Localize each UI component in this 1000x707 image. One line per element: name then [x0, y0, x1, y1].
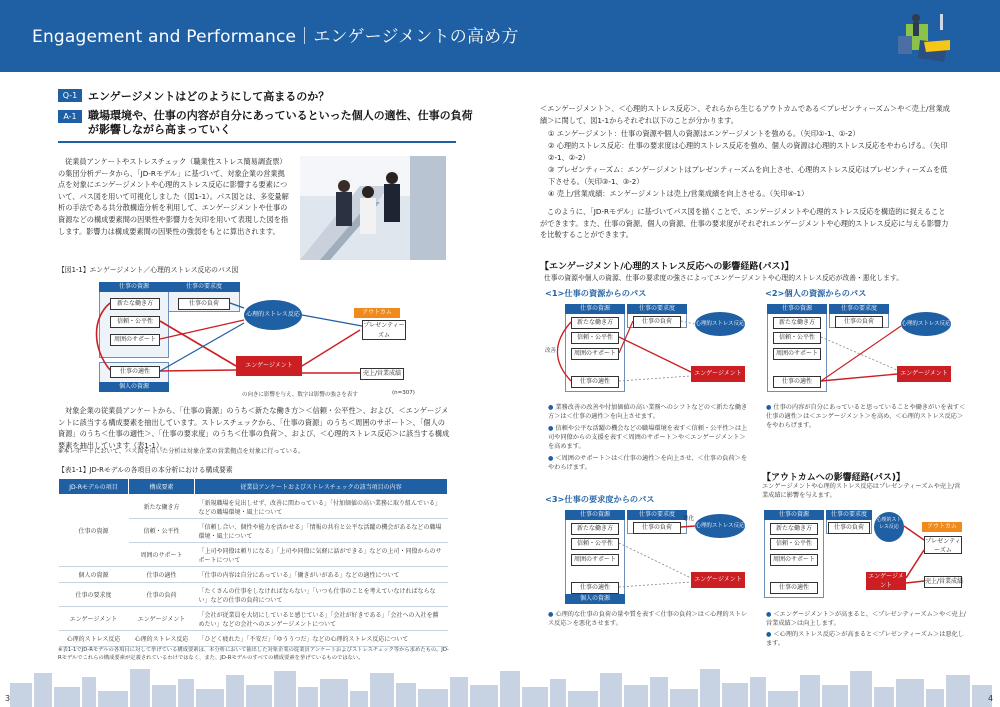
workload-node: 仕事の負荷	[633, 316, 681, 328]
a1-tag: A-1	[58, 110, 82, 123]
page-title: Engagement and Performance｜エンゲージメントの高め方	[32, 27, 519, 47]
outcome-bullet: ● ＜エンゲージメント＞が高まると、＜プレゼンティーズム＞や＜売上/営業成績＞は向上します。	[766, 610, 966, 628]
table-cell: 新たな働き方	[129, 495, 195, 519]
new-work-style-node: 新たな働き方	[770, 523, 818, 535]
path2-diagram	[765, 302, 970, 398]
table-row	[59, 567, 448, 583]
table-cell: 「仕事の内容は自分にあっている」「働きがいがある」などの適性について	[195, 567, 448, 583]
left-paragraph-2: 対象企業の従業員アンケートから、「仕事の資源」のうち＜新たな働き方＞＜信頼・公平性＞、および、＜エンゲージメントに該当する構成要素を抽出しています。ストレスチェックから、「仕事の資源」のうち＜周囲のサポート＞、「個人の資源」のうち＜仕事の適性＞、「仕事の要求度」のうち＜仕事の負荷＞、および、＜心理的ストレス反応＞に該当する構成要素を抽出しています（表1-1）。	[58, 406, 450, 450]
outcome-section-sub: エンゲージメントや心理的ストレス反応はプレゼンティーズムや売上/営業成績に影響を与えます。	[762, 483, 961, 499]
support-node: 周囲のサポート	[571, 554, 619, 566]
path3-diagram	[545, 508, 750, 604]
path3-title: <3>仕事の要求度からのパス	[545, 494, 655, 504]
table-cell: エンゲージメント	[59, 607, 129, 631]
presenteeism-node: プレゼンティーズム	[363, 322, 405, 339]
table-cell: 「会社が従業員を大切にしていると感じている」「会社が好きである」「会社への入社を薦めたい」などの会社へのエンゲージメントについて	[195, 607, 448, 631]
table-cell: 心理的ストレス反応	[129, 631, 195, 647]
right-paragraph-2: このように、「JD-Rモデル」に基づいてパス図を描くことで、エンゲージメントや心理的ストレス反応を構造的に捉えることができます。また、仕事の資源、個人の資源、仕事の要求度がそれぞれエンゲージメントや心理的ストレス反応に与える影響力を比較することができます。	[540, 207, 949, 240]
q1-text: エンゲージメントはどのようにして高まるのか？	[88, 90, 330, 103]
table-cell: 「信頼し合い、個性や能力を活かせる」「情報の共有と公平な活躍の機会があるなどの職場環境・風土について	[195, 519, 448, 543]
path-section-heading: 【エンゲージメント/心理的ストレス反応への影響経路(パス)】	[540, 262, 794, 272]
new-work-style-node: 新たな働き方	[571, 317, 619, 329]
table-cell: 仕事の要求度	[59, 583, 129, 607]
table-cell: 「たくさんの仕事をしなければならない」「いつも仕事のことを考えていなければならない」などの仕事の負荷について	[195, 583, 448, 607]
resources-label: 仕事の資源	[99, 282, 169, 292]
res-label: 仕事の資源	[565, 304, 625, 314]
left-note-1: ※本レポートにおいて、パス図を用いた分析は対象企業の営業拠点を対象に行っている。	[58, 448, 305, 455]
outcome-diagram	[762, 508, 967, 604]
stress-node: 心理的ストレス反応	[695, 514, 745, 538]
path1-arrows	[545, 302, 750, 398]
dem-label: 仕事の要求度	[627, 304, 687, 314]
table-header-cell: 従業員アンケートおよびストレスチェックの該当項目の内容	[195, 479, 448, 495]
path2-title: <2>個人の資源からのパス	[765, 288, 867, 298]
new-work-style-node: 新たな働き方	[773, 317, 821, 329]
trust-fairness-node: 信頼・公平性	[571, 538, 619, 550]
trust-fairness-node: 信頼・公平性	[773, 332, 821, 344]
job-fit-node: 仕事の適性	[571, 376, 619, 388]
header-bar	[0, 0, 1000, 72]
table-cell: 「新規職場を見出しせず、改善に関わっている」「付加価値の高い業務に取り組んでいる」などの職場環境・風土について	[195, 495, 448, 519]
path1-title: <1>仕事の資源からのパス	[545, 288, 647, 298]
outcome-label: アウトカム	[354, 308, 400, 318]
left-note-2: ※表1-1でJD-Rモデルの各項目に対して挙げている構成要素は、本分析において抽出した対象企業の従業員アンケートおよびストレスチェック等から求めたもの。JD-Rモデルでこれらの構成要素が定義されているわけではなく、また、JD-Rモデルのすべての構成要素を挙げているものではない。	[58, 647, 449, 661]
job-fit-node: 仕事の適性	[110, 366, 160, 378]
path1-bullet: ● ＜周囲のサポート＞は＜仕事の適性＞を向上させ、＜仕事の負荷＞をやわらげます。	[548, 454, 748, 472]
path2-bullet: ● 仕事の内容が自分にあっていると思っていることや働きがいを表す＜仕事の適性＞は＜エンゲージメント＞を高め、＜心理的ストレス反応＞をやわらげます。	[766, 403, 966, 430]
table-cell: 個人の資源	[59, 567, 129, 583]
support-node: 周囲のサポート	[773, 348, 821, 360]
path1-bullet: ● 信頼や公平な活躍の機会などの職場環境を表す＜信頼・公平性＞は上司や同僚からの支援を表す＜周囲のサポート＞や＜エンゲージメント＞を高めます。	[548, 424, 748, 451]
support-node: 周囲のサポート	[571, 348, 619, 360]
engagement-node: エンゲージメント	[691, 572, 745, 588]
trust-fairness-node: 信頼・公平性	[770, 538, 818, 550]
table-cell: 仕事の適性	[129, 567, 195, 583]
presenteeism-node: プレゼンティーズム	[925, 538, 961, 554]
outcome-section-heading: 【アウトカムへの影響経路(パス)】	[762, 473, 905, 483]
table-cell: 信頼・公平性	[129, 519, 195, 543]
outcome-bullet: ● ＜心理的ストレス反応＞が高まると＜プレゼンティーズム＞は悪化します。	[766, 630, 966, 648]
stress-node: 心理的ストレス反応	[874, 512, 904, 542]
table-cell: 「ひどく疲れた」「不安だ」「ゆううつだ」などの心理的ストレス反応について	[195, 631, 448, 647]
path2-arrows	[765, 302, 970, 398]
findings-item-1: ① エンゲージメント：仕事の資源や個人の資源はエンゲージメントを強める。（矢印①-1、①-2）	[548, 129, 860, 138]
path-section-sub: 仕事の資源や個人の資源、仕事の要求度の強さによってエンゲージメントや心理的ストレス反応が改善・悪化します。	[544, 274, 904, 282]
table-caption: 【表1-1】JD-Rモデルの各項目の本分析における構成要素	[58, 466, 233, 474]
job-fit-node: 仕事の適性	[571, 582, 619, 594]
puzzle-figure-icon	[870, 6, 960, 68]
table-row	[59, 631, 448, 647]
sales-node: 売上/営業成績	[924, 576, 962, 588]
outcome-label: アウトカム	[922, 522, 962, 532]
table-cell: エンゲージメント	[129, 607, 195, 631]
job-fit-node: 仕事の適性	[770, 582, 818, 594]
workload-node: 仕事の負荷	[178, 298, 230, 310]
job-fit-node: 仕事の適性	[773, 376, 821, 388]
support-node: 周囲のサポート	[110, 334, 160, 346]
table-header-cell: JD-Rモデルの項目	[59, 479, 129, 495]
engagement-node: エンゲージメント	[866, 572, 906, 590]
table-row	[59, 583, 448, 607]
new-work-style-node: 新たな働き方	[110, 298, 160, 310]
improve-label: 改善	[545, 348, 557, 354]
ind-label: 個人の資源	[565, 594, 625, 604]
findings-item-2: ② 心理的ストレス反応：仕事の要求度は心理的ストレス反応を強め、個人の資源は心理的ストレス反応をやわらげる。（矢印②-1、②-2）	[548, 141, 948, 162]
dem-label: 仕事の要求度	[826, 510, 872, 520]
table-cell: 仕事の負荷	[129, 583, 195, 607]
engagement-node: エンゲージメント	[691, 366, 745, 382]
path-arrows	[92, 278, 442, 400]
path3-arrows	[545, 508, 750, 604]
city-skyline-footer	[0, 665, 1000, 707]
table-row	[59, 607, 448, 631]
workload-node: 仕事の負荷	[828, 522, 870, 534]
figure-caption: 【図1-1】エンゲージメント／心理的ストレス反応のパス図	[58, 266, 239, 274]
table-header-cell: 構成要素	[129, 479, 195, 495]
path1-bullet: ● 業務改善の改善や付加価値の高い業務へのシフトなどの＜新たな働き方＞は＜仕事の適性＞を向上させます。	[548, 403, 748, 421]
sales-node: 売上/営業成績	[360, 368, 404, 380]
workload-node: 仕事の負荷	[835, 316, 883, 328]
table-cell: 「上司や同僚は頼りになる」「上司や同僚に気軽に話ができる」などの上司・同僚からのサポートについて	[195, 543, 448, 567]
page-number-left: 3	[5, 694, 11, 703]
path1-diagram	[545, 302, 750, 398]
table-cell: 仕事の資源	[59, 495, 129, 567]
personal-label: 個人の資源	[99, 382, 169, 392]
left-intro-paragraph: 従業員アンケートやストレスチェック（職業性ストレス簡易調査票）の集団分析データから、「JD-Rモデル」に基づいて、対象企業の営業拠点を対象にエンゲージメントや心理的ストレス反応に影響する要素について、パス図を用いて可視化しました（図1-1）。パス図とは、多変量解析の手法である共分散構造分析を利用して、エンゲージメントや仕事の資源などの構成要素間の因果性や影響力を矢印を用いて表現した図を指します。影響力は構成要素間の因果性の強弱をもとに算出されます。	[58, 157, 289, 236]
path-diagram	[92, 278, 442, 400]
jdr-table	[58, 478, 448, 647]
table-cell: 周囲のサポート	[129, 543, 195, 567]
a1-line2: が影響しながら高まっていく	[88, 123, 231, 136]
right-intro-paragraph: ＜エンゲージメント＞、＜心理的ストレス反応＞、それらから生じるアウトカムである＜プレゼンティーズム＞や＜売上/営業成績＞に関して、図1-1からそれぞれ以下のことが分かります。	[540, 104, 950, 125]
engagement-node: エンゲージメント	[236, 356, 302, 376]
sample-size: (n=307)	[392, 390, 415, 396]
trust-fairness-node: 信頼・公平性	[110, 316, 160, 328]
new-work-style-node: 新たな働き方	[571, 523, 619, 535]
table-cell: 心理的ストレス反応	[59, 631, 129, 647]
outcome-arrows	[762, 508, 967, 604]
stress-node: 心理的ストレス反応	[901, 312, 951, 336]
dem-label: 仕事の要求度	[829, 304, 889, 314]
findings-item-4: ④ 売上/営業成績：エンゲージメントは売上/営業成績を向上させる。（矢印④-1）	[548, 189, 809, 198]
res-label: 仕事の資源	[764, 510, 824, 520]
dem-label: 仕事の要求度	[627, 510, 687, 520]
findings-item-3: ③ プレゼンティーズム：エンゲージメントはプレゼンティーズムを向上させ、心理的ストレス反応はプレゼンティーズムを低下させる。（矢印③-1、③-2）	[548, 165, 948, 186]
trust-fairness-node: 信頼・公平性	[571, 332, 619, 344]
page-number-right: 4	[988, 694, 994, 703]
stress-node: 心理的ストレス反応	[695, 312, 745, 336]
workload-node: 仕事の負荷	[633, 522, 681, 534]
support-node: 周囲のサポート	[770, 554, 818, 566]
res-label: 仕事の資源	[565, 510, 625, 520]
a1-line1: 職場環境や、仕事の内容が自分にあっているといった個人の適性、仕事の負荷	[88, 109, 473, 122]
stress-node: 心理的ストレス反応	[244, 300, 302, 330]
res-label: 仕事の資源	[767, 304, 827, 314]
table-header-row	[59, 479, 448, 495]
figure-legend: の向きに影響を与え、数字は影響の強さを表す	[242, 392, 358, 398]
path3-bullet: ● 心理的な仕事の負荷の量や質を表す＜仕事の負荷＞は＜心理的ストレス反応＞を悪化させます。	[548, 610, 748, 628]
engagement-node: エンゲージメント	[897, 366, 951, 382]
divider	[58, 141, 456, 143]
office-photo	[300, 156, 446, 260]
demands-label: 仕事の要求度	[168, 282, 240, 292]
q1-tag: Q-1	[58, 89, 82, 102]
table-row	[59, 495, 448, 519]
worsen-label: 悪化	[683, 516, 695, 522]
